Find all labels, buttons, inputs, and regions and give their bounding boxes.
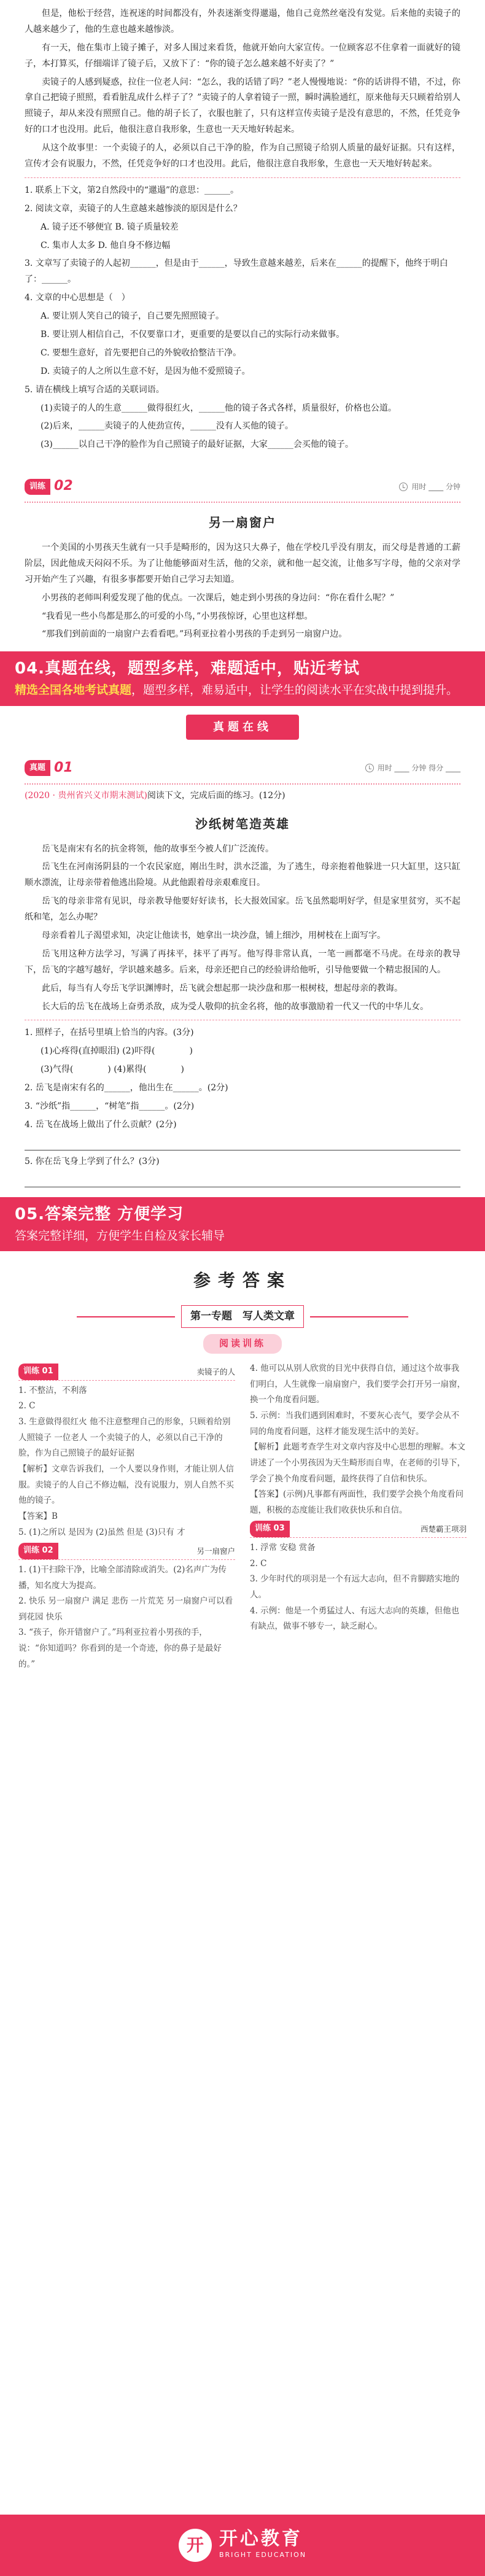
story-para: 长大后的岳飞在战场上奋勇杀敌，成为受人敬仰的抗金名将，他的故事激励着一代又一代的中华儿女。: [42, 1001, 429, 1012]
answer-column-right: [250, 1361, 467, 1672]
answer-training-header: [250, 1521, 467, 1538]
timer: [365, 761, 460, 775]
answer-training-header: [18, 1543, 235, 1560]
answer-line[interactable]: [25, 1173, 460, 1187]
choice: A. 要让别人笑自己的镜子，自己要先照照镜子。: [41, 311, 225, 322]
question: 3. “沙纸”指______，“树笔”指______。(2分): [25, 1101, 195, 1112]
answer-training-title: 另一扇窗户: [196, 1546, 235, 1556]
story-title: 另一扇窗户: [209, 514, 276, 530]
promo-banner-04: [0, 651, 485, 705]
answer-line: 1. (1)干扫除干净，比喻全部清除或消失。(2)名声广为传播，知名度大为提高。: [18, 1564, 227, 1591]
answer-line: 1. 不整洁，不利落: [18, 1385, 87, 1395]
training-tag: [25, 474, 73, 499]
question-sub: (3)______以自己干净的脸作为自己照镜子的最好证据，大家______会买他的镜子。: [41, 440, 354, 450]
answer-column-left: [18, 1361, 235, 1672]
story-title: 沙纸树笔造英雄: [195, 816, 290, 831]
choice: A. 镜子还不够便宜 B. 镜子质量较差: [41, 222, 179, 232]
choice: C. 集市人太多 D. 他自身不修边幅: [41, 240, 171, 250]
training-02: [0, 462, 485, 651]
answer-line: 3. “孩子，你开错窗户了。”玛利亚拉着小男孩的手，说：“你知道吗？你看到的是一个奇迹，你的鼻子是最好的。”: [18, 1627, 222, 1669]
answer-line: 5. (1)之所以 是因为 (2)虽然 但是 (3)只有 才: [18, 1527, 185, 1537]
choice: D. 卖镜子的人之所以生意不好，是因为他不爱照镜子。: [41, 366, 250, 376]
story1-para: 有一天，他在集市上镜子摊子，对多人围过来看货，他就开始向大家宣传。一位顾客忍不住拿着一面就好的镜子，本打算买，仔细端详了镜子后，又放下了：“你的镜子怎么越来越不好卖了？”: [25, 42, 460, 69]
answer-training-tag-text: 训练 03: [250, 1521, 290, 1537]
question: 1. 照样子，在括号里填上恰当的内容。(3分): [25, 1028, 194, 1038]
answer-line: 2. C: [250, 1558, 267, 1569]
answer-line: 【解析】此题考查学生对文章内容及中心思想的理解。本文讲述了一个小男孩因为天生畸形而自卑，在老师的引导下，学会了换个角度看问题，最终获得了自信和快乐。: [250, 1442, 465, 1484]
topic-name: 写人类文章: [243, 1309, 295, 1322]
exam-tag-number: 01: [54, 759, 73, 775]
answer-title: 参考答案: [193, 1270, 292, 1291]
question-sub: (1)卖镜子的人的生意______做得很红火，______他的镜子各式各样，质量很好，价格也公道。: [41, 403, 397, 413]
question: 2. 阅读文章，卖镜子的人生意越来越惨淡的原因是什么？: [25, 203, 242, 214]
question: 3. 文章写了卖镜子的人起初______，但是由于______，导致生意越来越差，后来在______的提醒下，他终于明白了：______。: [25, 258, 448, 285]
story-para: “那我们到前面的一扇窗户去看看吧。”玛利亚拉着小男孩的手走到另一扇窗户边。: [42, 629, 347, 640]
answer-training-title: 卖镜子的人: [196, 1367, 235, 1376]
story-para: 岳飞的母亲非常有见识，母亲教导他要好好读书，长大报效国家。岳飞虽然聪明好学，但是家里贫穷，买不起纸和笔，怎么办呢？: [25, 896, 460, 923]
story-para: 岳飞是南宋有名的抗金将领，他的故事至今被人们广泛流传。: [42, 844, 274, 854]
answer-training-tag-text: 训练 02: [18, 1543, 58, 1559]
story-para: 岳飞用这种方法学习，写满了再抹平，抹平了再写。他写得非常认真，一笔一画都毫不马虎。在母亲的教导下，岳飞的字越写越好，学识越来越多。后来，母亲还把自己的经验讲给他听，引导他要做一个精忠报国的人。: [25, 949, 460, 975]
training-header: [25, 474, 460, 503]
topic-rule-left: [77, 1316, 175, 1317]
story1: [0, 0, 485, 462]
timer: [399, 480, 460, 494]
story1-para: 卖镜子的人感到疑惑，拉住一位老人问：“怎么，我的话错了吗？”老人慢慢地说：“你的话讲得不错，不过，你拿自己把镜子照照，看看脏乱成什么样子了？”卖镜子的人拿着镜子一照，瞬时满脸通红，原来他每天只顾着给别人照镜子，却从来没有照照自己。他的胡子长了，衣服也脏了，只有这样宣传卖镜子是没有意思的，不然，任凭竞争好的口才也没用。此后，他很注意自我形象，生意也一天天地好转起来。: [25, 77, 460, 135]
brand-name: 开心教育: [219, 2528, 303, 2550]
question: 2. 岳飞是南宋有名的______，他出生在______。(2分): [25, 1083, 228, 1093]
story-para: 此后，每当有人夸岳飞学识渊博时，岳飞就会想起那一块沙盘和那一根树枝，想起母亲的教诲。: [42, 983, 403, 993]
banner-headline: 05.答案完整 方便学习: [15, 1205, 184, 1224]
banner-subtext-rest: ，题型多样，难易适中，让学生的阅读水平在实战中提到提升。: [131, 683, 459, 697]
brand-text: [219, 2529, 306, 2561]
ribbon-label: 真题在线: [186, 715, 299, 740]
story-para: 一个美国的小男孩天生就有一只手是畸形的，因为这只大鼻子，他在学校几乎没有朋友，而父母是普通的工薪阶层，因此他成天闷闷不乐。为了让他能够面对生活，他的父亲，就和他一起交流，让他多写字母，他的父亲对学习开始产生了兴趣，有很多事都要开始自己学习去知道。: [25, 542, 460, 584]
banner-headline: 04.真题在线，题型多样，难题适中，贴近考试: [15, 659, 360, 678]
question: 5. 你在岳飞身上学到了什么？(3分): [25, 1156, 160, 1166]
exam-tag: [25, 756, 73, 781]
answer-line: 1. 浮常 安稳 赏备: [250, 1543, 316, 1553]
topic-number: 第一专题: [190, 1309, 232, 1322]
banner-subtext: 答案完整详细，方便学生自检及家长辅导: [15, 1228, 225, 1243]
choice: B. 要让别人相信自己，不仅要靠口才，更重要的是要以自己的实际行动来做事。: [41, 330, 345, 340]
exam-header: [25, 756, 460, 785]
answer-columns: [0, 1361, 485, 1672]
question: 1. 联系上下文，第2自然段中的“邋遢”的意思：______。: [25, 185, 239, 195]
answer-training-tag: [18, 1364, 58, 1380]
banner-subtext: [15, 682, 470, 699]
question-sub: (3)气得( ) (4)累得( ): [41, 1065, 184, 1075]
brand-name-en: BRIGHT EDUCATION: [219, 2551, 307, 2559]
choice: C. 要想生意好，首先要把自己的外貌收拾整洁干净。: [41, 347, 242, 358]
answer-line: 【解析】文章告诉我们，一个人要以身作则，才能让别人信服。卖镜子的人自己不修边幅，没有说服力，别人自然不买他的镜子。: [18, 1464, 234, 1506]
answer-line: 4. 他可以从别人欣赏的目光中获得自信，通过这个故事我们明白，人生就像一扇扇窗户，我们要学会打开另一扇窗，换一个角度看问题。: [250, 1364, 465, 1405]
timer-text: 用时 ____ 分钟: [411, 482, 460, 491]
story-para: 母亲看着儿子渴望求知，决定让他读书，她拿出一块沙盘，铺上细沙，用树枝在上面写字。: [42, 931, 386, 941]
clock-icon: [365, 764, 374, 772]
exam-source: (2020 · 贵州省兴义市期末测试): [25, 790, 147, 801]
training-tag-number: 02: [54, 478, 73, 494]
exam-tag-word: 真题: [25, 760, 50, 776]
answer-line: 4. 示例：他是一个勇猛过人、有远大志向的英雄，但他也有缺点，做事不够专一，缺乏耐心。: [250, 1605, 460, 1632]
story-para: 岳飞生在河南汤阴县的一个农民家庭，刚出生时，洪水泛滥，为了逃生，母亲抱着他躲进一只大缸里，这只缸顺水漂流，让母亲带着他逃出险境。从此他跟着母亲艰难度日。: [25, 862, 460, 888]
story1-para: 但是，他松于经营，连祝迷的时间都没有，外表迷渐变得邋遢，他自己竟然丝毫没有发觉。后来他的卖镜子的人越来越少了，他的生意也越来越惨淡。: [25, 9, 460, 34]
answer-line: 3. 少年时代的项羽是一个有远大志向，但不肯脚踏实地的人。: [250, 1574, 460, 1600]
answer-line: 【答案】(示例)凡事都有两面性，我们要学会换个角度看问题，积极的态度能让我们收获快乐和自信。: [250, 1489, 464, 1515]
section-ribbon: [0, 715, 485, 740]
story-para: 小男孩的老师叫利爱发现了他的优点。一次课后，她走到小男孩的身边问：“你在看什么呢？”: [42, 592, 395, 603]
answer-training-tag: [250, 1521, 290, 1537]
answer-line: 【答案】B: [18, 1511, 58, 1521]
question: 4. 文章的中心思想是（ ）: [25, 293, 130, 303]
question-sub: (1)心疼得(直掉眼泪) (2)吓得( ): [41, 1046, 193, 1057]
topic-box: [181, 1305, 304, 1328]
exam-01: [0, 743, 485, 1197]
timer-text: 用时 ____ 分钟 得分 ____: [377, 764, 460, 773]
answers-ribbon-label: 阅读训练: [203, 1334, 282, 1354]
question: 4. 岳飞在战场上做出了什么贡献？(2分): [25, 1119, 177, 1130]
topic-header: [0, 1305, 485, 1328]
brand-logo-icon: 开: [179, 2529, 212, 2562]
answer-training-tag-text: 训练 01: [18, 1364, 58, 1380]
answer-line: 2. 快乐 另一扇窗户 满足 悲伤 一片荒芜 另一扇窗户可以看到花园 快乐: [18, 1596, 233, 1622]
footer-brand: [0, 2515, 485, 2576]
story-para: “我看见一些小鸟都是那么的可爱的小鸟，”小男孩惊讶，心里也这样想。: [42, 611, 313, 621]
answer-training-header: [18, 1364, 235, 1381]
exam-intro: [25, 788, 460, 804]
answer-training-title: 西楚霸王项羽: [420, 1524, 467, 1534]
divider: [25, 177, 460, 178]
answer-training-tag: [18, 1543, 58, 1559]
question-sub: (2)后来，______卖镜子的人使劲宣传，______没有人买他的镜子。: [41, 421, 293, 432]
answer-line: 5. 示例：当我们遇到困难时，不要灰心丧气，要学会从不同的角度看问题，这样才能发现生活中的美好。: [250, 1411, 460, 1437]
story1-para: 从这个故事里：一个卖镜子的人，必须以自己干净的脸，作为自己照镜子给别人质量的最好证据。只有这样，宣传才会有说服力，不然，任凭竞争好的口才也没用。此后，他很注意自我形象，生意也一天天地好转起来。: [25, 143, 460, 169]
answer-line[interactable]: [25, 1136, 460, 1150]
banner-highlight: 精选全国各地考试真题: [15, 683, 132, 697]
answer-section: [0, 1265, 485, 1672]
answer-line: 3. 生意做得很红火 他不注意整理自己的形象，只顾着给别人照镜子 一位老人 一个卖镜子的人，必须以自己干净的脸，作为自己照镜子的最好证据: [18, 1417, 231, 1459]
answer-line: 2. C: [18, 1401, 36, 1411]
topic-rule-right: [310, 1316, 408, 1317]
clock-icon: [399, 483, 408, 491]
answers-ribbon: [0, 1334, 485, 1354]
promo-banner-05: [0, 1197, 485, 1251]
exam-instruction: 阅读下文，完成后面的练习。(12分): [147, 790, 285, 801]
training-tag-word: 训练: [25, 479, 50, 495]
question: 5. 请在横线上填写合适的关联词语。: [25, 384, 165, 395]
